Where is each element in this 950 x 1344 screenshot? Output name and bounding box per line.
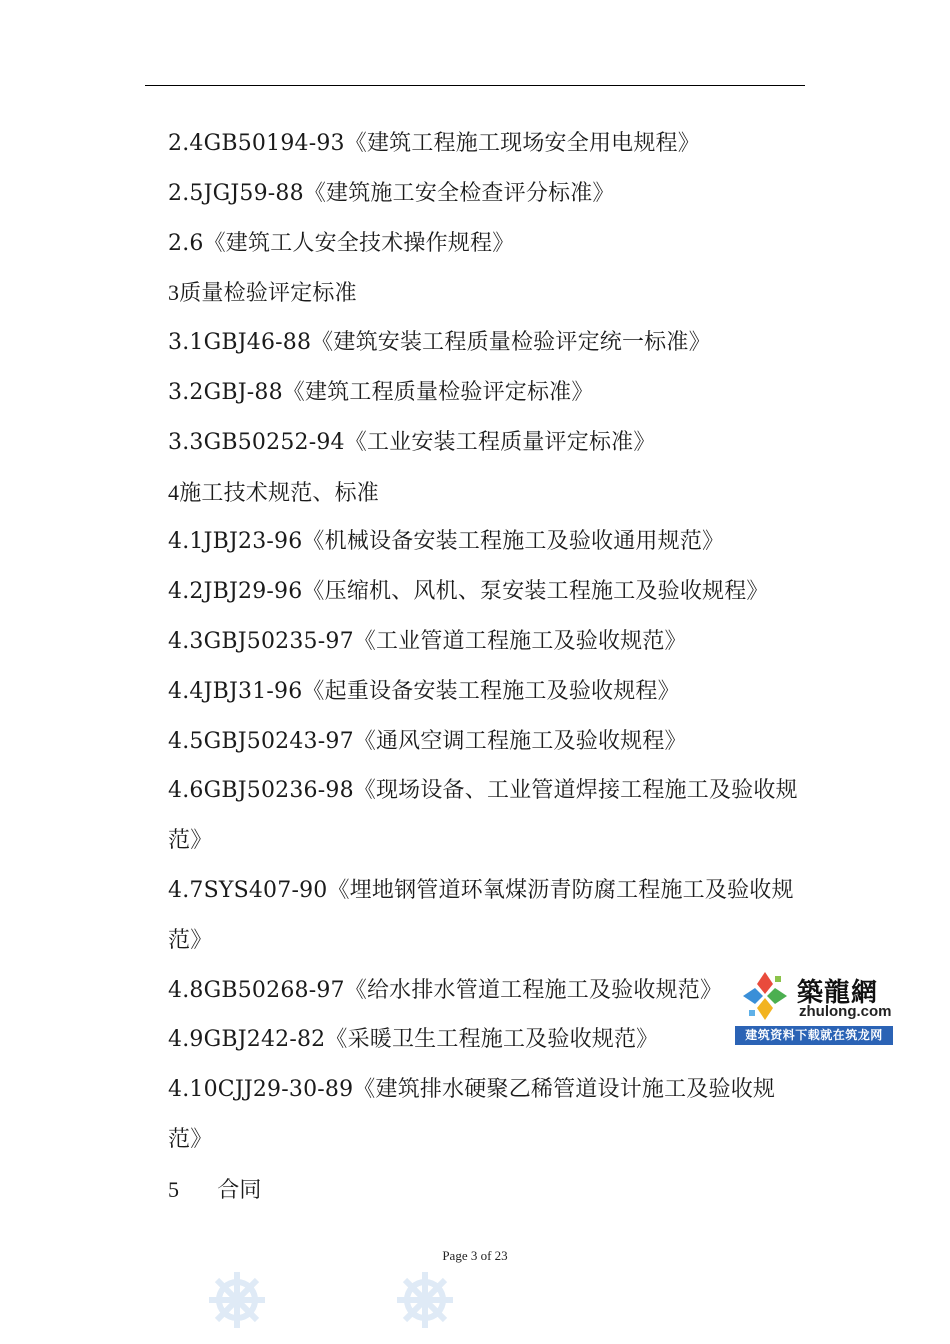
text-line: 范》 — [168, 1126, 213, 1152]
text-line: 范》 — [168, 927, 213, 953]
text-line: 3.2GBJ-88《建筑工程质量检验评定标准》 — [168, 379, 594, 405]
zhulong-logo[interactable] — [735, 968, 893, 1046]
text-line: 4.2JBJ29-96《压缩机、风机、泵安装工程施工及验收规程》 — [168, 579, 769, 605]
section-heading — [168, 1165, 816, 1215]
header-rule — [145, 85, 805, 86]
watermark-snowflake-icon — [205, 1268, 269, 1332]
text-line: 4.4JBJ31-96《起重设备安装工程施工及验收规程》 — [168, 678, 680, 704]
text-line: 3.3GB50252-94《工业安装工程质量评定标准》 — [168, 429, 656, 455]
logo-domain: zhulong.com — [799, 1003, 892, 1020]
text-line: 2.6《建筑工人安全技术操作规程》 — [168, 230, 515, 256]
text-line: 范》 — [168, 828, 213, 854]
page-number: Page 3 of 23 — [442, 1248, 508, 1263]
document-body — [168, 119, 816, 1215]
logo-name: 築龍網 — [797, 978, 879, 1008]
text-line: 4.7SYS407-90《埋地钢管道环氧煤沥青防腐工程施工及验收规 — [168, 877, 794, 903]
text-line: 4.5GBJ50243-97《通风空调工程施工及验收规程》 — [168, 728, 687, 754]
text-line: 3.1GBJ46-88《建筑安装工程质量检验评定统一标准》 — [168, 330, 711, 356]
logo-tagline: 建筑资料下载就在筑龙网 — [735, 1026, 893, 1045]
text-line: 4.9GBJ242-82《采暖卫生工程施工及验收规范》 — [168, 1027, 659, 1053]
text-line: 4.1JBJ23-96《机械设备安装工程施工及验收通用规范》 — [168, 529, 725, 555]
section-number: 5 — [168, 1176, 180, 1202]
text-line: 4.10CJJ29-30-89《建筑排水硬聚乙稀管道设计施工及验收规 — [168, 1077, 776, 1103]
text-line: 4.3GBJ50235-97《工业管道工程施工及验收规范》 — [168, 628, 687, 654]
text-line: 2.4GB50194-93《建筑工程施工现场安全用电规程》 — [168, 131, 700, 156]
text-line: 4.8GB50268-97《给水排水管道工程施工及验收规范》 — [168, 977, 723, 1003]
section-heading: 4施工技术规范、标准 — [168, 479, 380, 505]
text-line: 4.6GBJ50236-98《现场设备、工业管道焊接工程施工及验收规 — [168, 778, 798, 804]
text-line: 2.5JGJ59-88《建筑施工安全检查评分标准》 — [168, 180, 615, 206]
watermark-snowflake-icon — [393, 1268, 457, 1332]
logo-diamond-icon — [737, 970, 793, 1022]
section-title: 合同 — [217, 1176, 262, 1202]
section-heading: 3质量检验评定标准 — [168, 280, 357, 306]
